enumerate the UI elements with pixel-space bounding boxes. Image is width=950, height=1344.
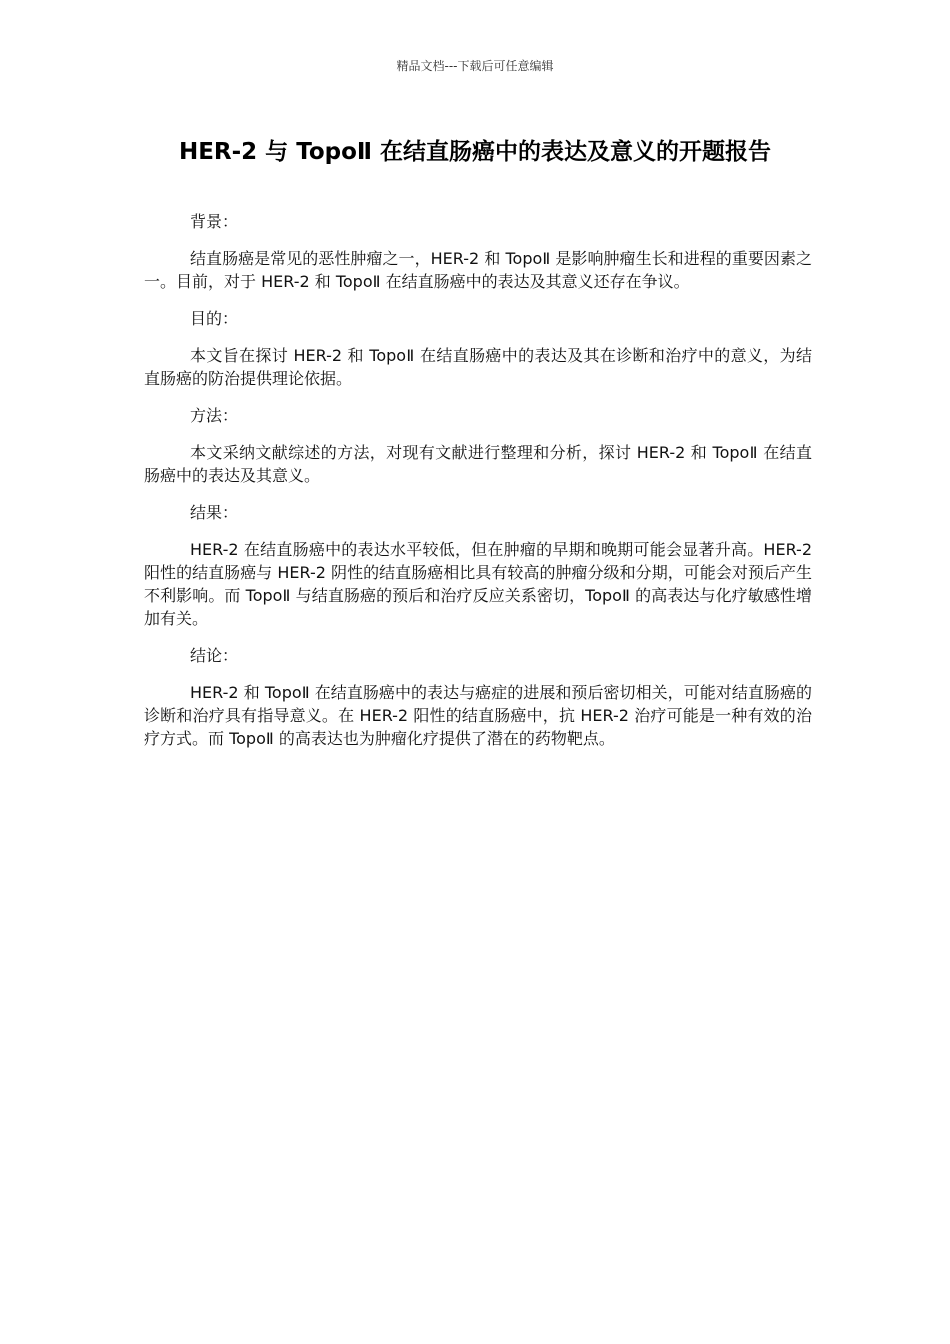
document-title: HER-2 与 TopoⅡ 在结直肠癌中的表达及意义的开题报告: [178, 139, 772, 165]
section-heading-objective: 目的：: [190, 309, 239, 328]
document-body: [144, 210, 812, 750]
section-heading-conclusion: 结论：: [190, 646, 239, 665]
section-body-background: 结直肠癌是常见的恶性肿瘤之一，HER-2 和 TopoⅡ 是影响肿瘤生长和进程的重要因素之一。目前，对于 HER-2 和 TopoⅡ 在结直肠癌中的表达及其意义还存在争议。: [144, 249, 812, 291]
section-heading-background: 背景：: [190, 212, 239, 231]
section-body-method: 本文采纳文献综述的方法，对现有文献进行整理和分析，探讨 HER-2 和 TopoⅡ 在结直肠癌中的表达及其意义。: [144, 443, 812, 485]
section-heading-method: 方法：: [190, 406, 239, 425]
section-body-conclusion: HER-2 和 TopoⅡ 在结直肠癌中的表达与癌症的进展和预后密切相关，可能对结直肠癌的诊断和治疗具有指导意义。在 HER-2 阳性的结直肠癌中，抗 HER-2 治疗可能是一种有效的治疗方式。而 TopoⅡ 的高表达也为肿瘤化疗提供了潜在的药物靶点。: [144, 683, 812, 748]
section-body-objective: 本文旨在探讨 HER-2 和 TopoⅡ 在结直肠癌中的表达及其在诊断和治疗中的意义，为结直肠癌的防治提供理论依据。: [144, 346, 812, 388]
header-watermark: 精品文档---下载后可任意编辑: [396, 59, 554, 73]
section-heading-results: 结果：: [190, 503, 239, 522]
section-body-results: HER-2 在结直肠癌中的表达水平较低，但在肿瘤的早期和晚期可能会显著升高。HER-2 阳性的结直肠癌与 HER-2 阴性的结直肠癌相比具有较高的肿瘤分级和分期，可能会对预后产生不利影响。而 TopoⅡ 与结直肠癌的预后和治疗反应关系密切，TopoⅡ 的高表达与化疗敏感性增加有关。: [144, 540, 812, 628]
